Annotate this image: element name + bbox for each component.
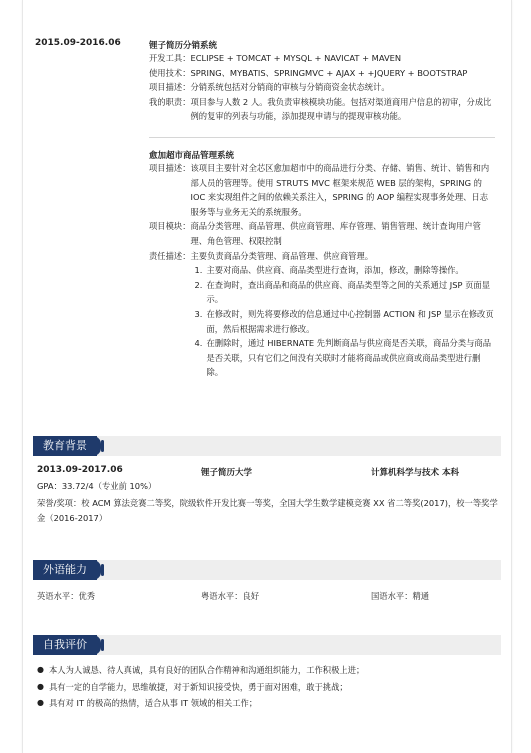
education-date: 2013.09-2017.06 [37, 465, 123, 475]
detail-text: 项目参与人数 2 人。我负责审核模块功能。包括对渠道商用户信息的初审，分成比例的复审的列表与功能，添加提现申请与的提现审核功能。 [190, 96, 492, 122]
item-text: 本人为人诚恳、待人真诚，具有良好的团队合作精神和沟通组织能力，工作积极上进； [49, 665, 365, 675]
self-heading [33, 635, 97, 655]
detail-label: 项目描述： [149, 163, 191, 173]
item-text: 在删除时，通过 HIBERNATE 先判断商品与供应商是否关联，商品分类与商品是否关联，只有它们之间没有关联时才能将商品或供应商或商品类型进行删除。 [206, 338, 492, 378]
project2-details [149, 161, 494, 380]
list-item [37, 679, 497, 696]
detail-label: 我的职责： [149, 96, 191, 107]
heading-accent [101, 639, 104, 651]
language-heading [33, 560, 97, 580]
detail-label: 项目模块： [149, 221, 191, 232]
language-heading-text: 外语能力 [43, 563, 87, 576]
list-item [195, 278, 495, 307]
item-text: 在查询时，查出商品和商品的供应商、商品类型等之间的关系通过 JSP 页面显示。 [206, 279, 490, 305]
item-number: 3. [194, 308, 203, 319]
item-number: 1. [194, 265, 203, 276]
project1-title: 锂子简历分销系统 [149, 41, 218, 51]
project1-details [149, 51, 494, 124]
bullet-icon: ● [37, 681, 44, 691]
detail-text: ECLIPSE + TOMCAT + MYSQL + NAVICAT + MAVEN [190, 53, 402, 63]
detail-row [149, 95, 494, 124]
item-text: 具有一定的自学能力，思维敏捷，对于新知识接受快，勇于面对困难，敢于挑战； [49, 681, 348, 692]
list-item [195, 336, 495, 380]
project1-date: 2015.09-2016.06 [35, 38, 121, 48]
project-divider [149, 137, 495, 138]
list-item [37, 662, 497, 679]
responsibility-block [191, 249, 495, 380]
list-item [195, 263, 495, 278]
language-mandarin: 国语水平：精通 [371, 591, 430, 601]
self-heading-text: 自我评价 [43, 638, 87, 651]
item-number: 2. [194, 279, 203, 290]
education-heading-text: 教育背景 [43, 439, 87, 452]
detail-row [149, 66, 494, 81]
education-school: 锂子简历大学 [201, 468, 253, 478]
bullet-icon: ● [37, 698, 44, 707]
language-english: 英语水平：优秀 [37, 591, 96, 601]
detail-row [149, 249, 494, 380]
list-item [37, 695, 497, 712]
project2-title: 愈加超市商品管理系统 [149, 151, 235, 161]
detail-text: 分销系统包括对分销商的审核与分销商资金状态统计。 [190, 82, 390, 93]
education-heading [33, 436, 97, 456]
detail-label: 开发工具： [149, 53, 191, 63]
item-text: 在修改时，则先将要修改的信息通过中心控制器 ACTION 和 JSP 显示在修改页面，然后根据需求进行修改。 [206, 308, 494, 334]
item-text: 具有对 IT 的极高的热情，适合从事 IT 领域的相关工作； [49, 698, 258, 708]
detail-text: 商品分类管理、商品管理、供应商管理、库存管理、销售管理、统计查询用户管理、角色管理、权限控制 [190, 221, 481, 246]
detail-row [149, 161, 494, 219]
detail-label: 项目描述： [149, 82, 191, 93]
detail-row [149, 80, 494, 95]
responsibility-list [191, 263, 495, 380]
responsibility-intro: 主要负责商品分类管理、商品管理、供应商管理。 [190, 250, 374, 261]
resume-page [22, 0, 512, 753]
list-item [195, 307, 495, 336]
heading-accent [101, 564, 104, 576]
detail-row [149, 219, 494, 248]
item-text: 主要对商品、供应商、商品类型进行查询，添加，修改，删除等操作。 [206, 265, 464, 276]
bullet-icon: ● [37, 665, 44, 674]
detail-label: 使用技术： [149, 67, 191, 78]
detail-label: 责任描述： [149, 250, 191, 261]
heading-accent [101, 440, 104, 452]
detail-text: SPRING、MYBATIS、SPRINGMVC + AJAX + +JQUERY + BOOTSTRAP [190, 67, 468, 78]
language-cantonese: 粤语水平：良好 [201, 591, 260, 601]
self-evaluation-list [37, 662, 497, 712]
education-awards: 荣誉/奖项：校 ACM 算法竞赛二等奖，院级软件开发比赛一等奖，全国大学生数学建模竞赛 XX 省二等奖(2017)，校一等奖学金（2016-2017） [37, 498, 498, 523]
detail-text: 该项目主要针对全芯区愈加超市中的商品进行分类、存储、销售、统计、销售和内部人员的管理等。使用 STRUTS MVC 框架来规范 WEB 层的架构，SPRING 的 IOC 来实现组件之间的依赖关系注入，SPRING 的 AOP 编程实现事务处理、日志服务等与业务无关的系统服务。 [190, 163, 490, 217]
detail-row [149, 51, 494, 66]
item-number: 4. [194, 338, 203, 349]
education-gpa: GPA：33.72/4（专业前 10%） [37, 481, 157, 491]
education-major: 计算机科学与技术 本科 [371, 468, 459, 478]
